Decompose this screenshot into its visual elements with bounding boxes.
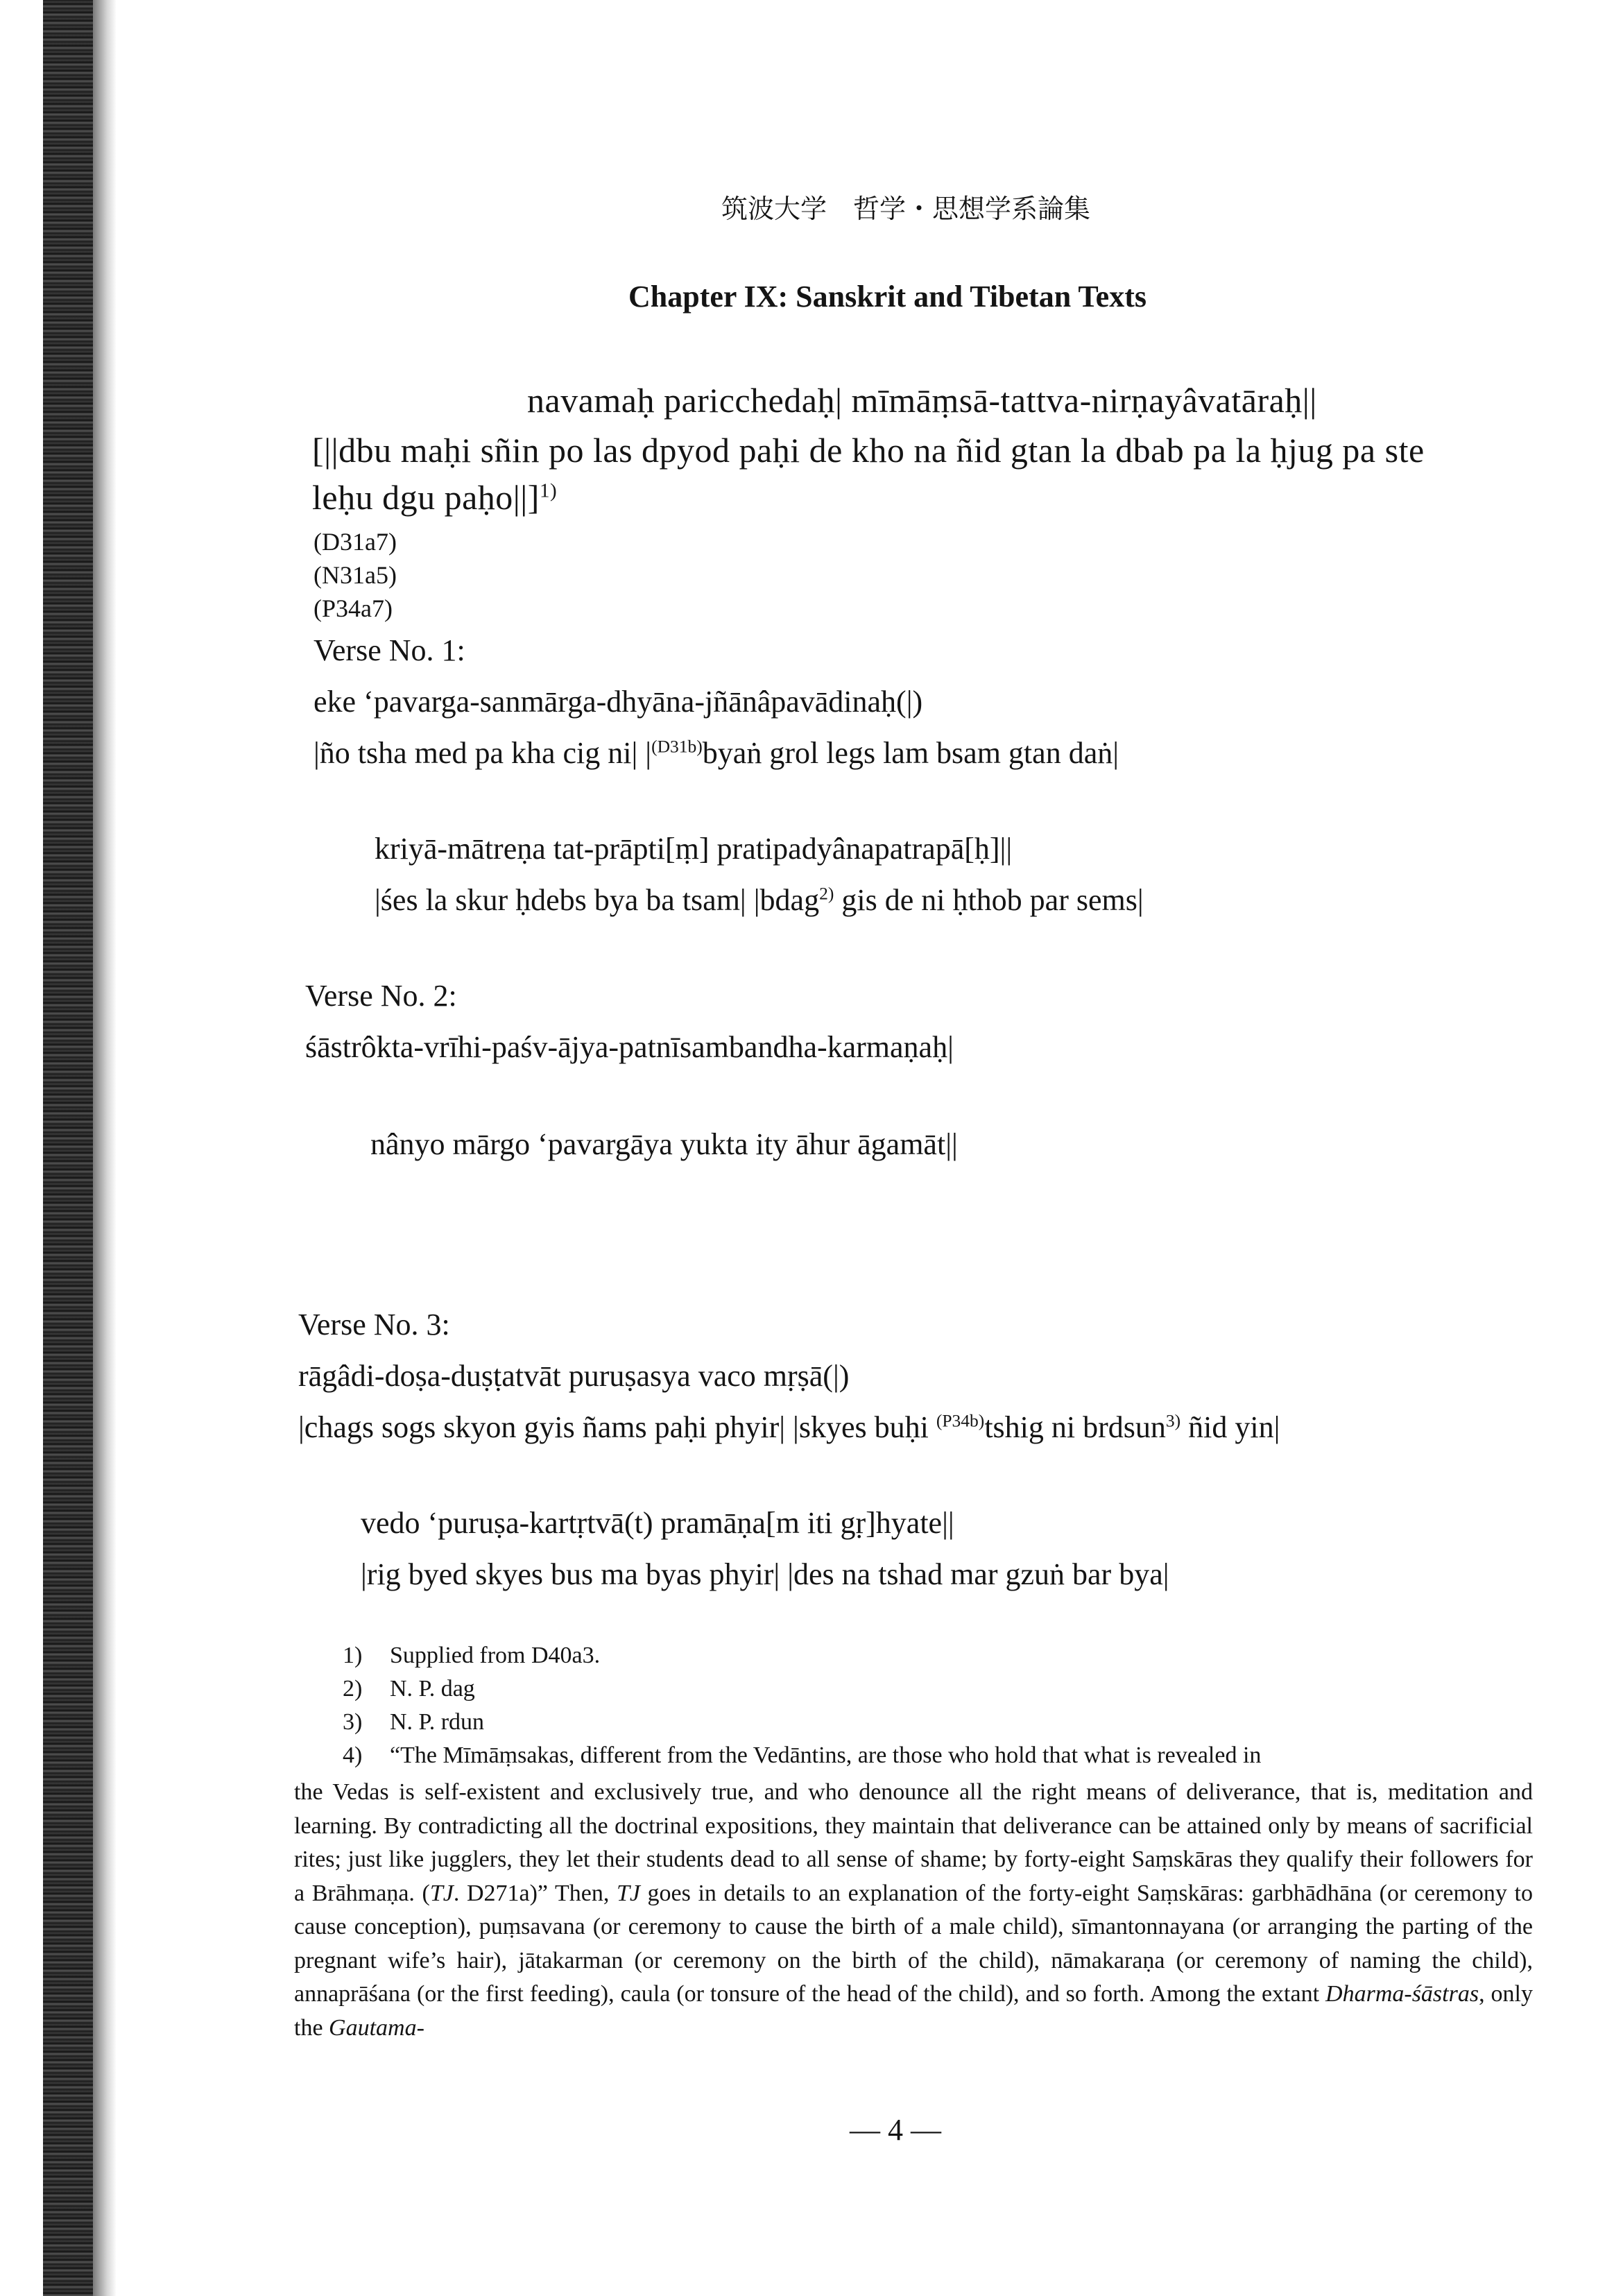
footnote-1: 1) Supplied from D40a3.: [343, 1643, 601, 1668]
page-number: — 4 —: [850, 2113, 941, 2147]
footnote-ref-1[interactable]: 1): [539, 479, 558, 502]
footnote-3: 3) N. P. rdun: [343, 1709, 485, 1735]
verse-3-line1-tibetan: |chags sogs skyon gyis ñams paḥi phyir| |skyes buḥi $^{(P34b)}$tshig ni brdsun$^{3)}$ ñid yin|: [298, 1410, 1280, 1444]
footnote-2: 2) N. P. dag: [343, 1676, 475, 1702]
verse-2-label: Verse No. 2:: [305, 979, 457, 1013]
title-tibetan-line2: leḥu dgu paḥo||]$^{1)}$: [312, 478, 558, 517]
verse-1-line1-sanskrit: eke ‘pavarga-sanmārga-dhyāna-jñānâpavādinaḥ(|): [314, 685, 923, 719]
book-spine-shadow: [43, 0, 93, 2296]
verse-1-line1-tibetan: |ño tsha med pa kha cig ni| $|^{(D31b)}byaṅ$ grol legs lam bsam gtan daṅ|: [314, 736, 1119, 770]
siglum-d: (D31a7): [314, 528, 397, 556]
verse-3-label: Verse No. 3:: [298, 1308, 450, 1342]
chapter-title: Chapter IX: Sanskrit and Tibetan Texts: [628, 280, 1147, 314]
folio-ref-d31b: (D31b): [651, 736, 703, 757]
verse-1-label: Verse No. 1:: [314, 633, 465, 667]
verse-3-line2-tibetan: |rig byed skyes bus ma byas phyir| |des na tshad mar gzuṅ bar bya|: [361, 1557, 1169, 1591]
title-tibetan-line1: [||dbu maḥi sñin po las dpyod paḥi de kho na ñid gtan la dbab pa la ḥjug pa ste: [312, 431, 1425, 470]
siglum-p: (P34a7): [314, 594, 393, 622]
title-sanskrit: navamaḥ paricchedaḥ| mīmāṃsā-tattva-nirṇayâvatāraḥ||: [527, 381, 1317, 420]
verse-3-line2-sanskrit: vedo ‘puruṣa-kartṛtvā(t) pramāṇa[m iti gṛ]hyate||: [361, 1506, 954, 1540]
folio-ref-p34b: (P34b): [936, 1410, 985, 1431]
verse-1-line2-tibetan: |śes la skur ḥdebs bya ba tsam| |bdag$^{2)}$ gis de ni ḥthob par sems|: [375, 883, 1144, 917]
verse-2-line1-sanskrit: śāstrôkta-vrīhi-paśv-ājya-patnīsambandha-karmaṇaḥ|: [305, 1030, 954, 1064]
running-header: 筑波大学 哲学・思想学系論集: [721, 194, 1091, 224]
verse-3-line1-sanskrit: rāgâdi-doṣa-duṣṭatvāt puruṣasya vaco mṛṣā(|): [298, 1359, 850, 1393]
book-spine-edge: [93, 0, 117, 2296]
footnote-ref-3[interactable]: 3): [1165, 1410, 1181, 1431]
verse-1-line2-sanskrit: kriyā-mātreṇa tat-prāpti[ṃ] pratipadyânapatrapā[ḥ]||: [375, 832, 1013, 866]
footnote-ref-2[interactable]: 2): [819, 883, 834, 904]
footnote-4-first-line: 4) “The Mīmāṃsakas, different from the Vedāntins, are those who hold that what is revealed in: [343, 1742, 1262, 1768]
footnote-4-body: the Vedas is self-existent and exclusively true, and who denounce all the right means of deliverance, that is, meditation and learning. By contradicting all the doctrinal expositions, they maintain that deliverance can be attained only by means of sacrificial rites; just like jugglers, they let their students dead to all sense of shame; by forty-eight Saṃskāras they qualify their followers for a Brāhmaṇa. (TJ. D271a)” Then, TJ goes in details to an explanation of the forty-eight Saṃskāras: garbhādhāna (or ceremony to cause conception), puṃsavana (or ceremony to cause the birth of a male child), sīmantonnayana (or arranging the parting of the pregnant wife’s hair), jātakarman (or ceremony on the birth of the child), nāmakaraṇa (or ceremony of naming the child), annaprāśana (or the first feeding), caula (or tonsure of the head of the child), and so forth. Among the extant Dharma-śāstras, only the Gautama-: [294, 1779, 1533, 2041]
siglum-n: (N31a5): [314, 561, 397, 589]
verse-2-line2-sanskrit: nânyo mārgo ‘pavargāya yukta ity āhur āgamāt||: [370, 1127, 958, 1161]
